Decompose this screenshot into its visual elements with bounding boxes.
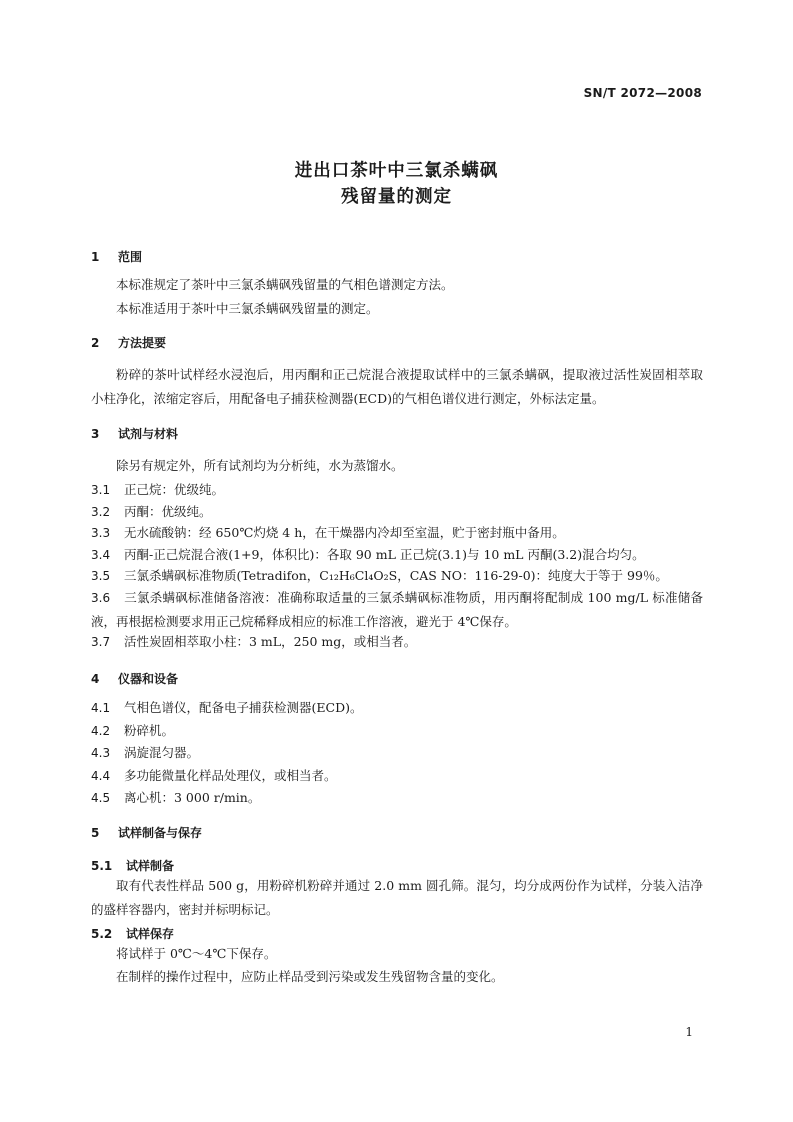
section-number: 5 — [91, 826, 100, 840]
item-text: 粉碎机。 — [124, 723, 175, 738]
item-number: 3.6 — [91, 591, 111, 605]
item-text: 无水硫酸钠：经 650℃灼烧 4 h，在干燥器内冷却至室温，贮于密封瓶中备用。 — [124, 525, 565, 540]
item-text: 多功能微量化样品处理仪，或相当者。 — [124, 768, 337, 783]
item-number: 4.5 — [91, 791, 111, 805]
paragraph: 将试样于 0℃～4℃下保存。 — [116, 946, 277, 961]
subsection-title: 试样制备 — [126, 859, 175, 873]
item-number: 4.3 — [91, 746, 111, 760]
item-number: 3.1 — [91, 483, 111, 497]
item-number: 4.1 — [91, 701, 111, 715]
subsection-number: 5.1 — [91, 859, 113, 873]
section-number: 2 — [91, 336, 100, 350]
section-number: 4 — [91, 672, 100, 686]
list-item — [91, 786, 703, 810]
paragraph: 取有代表性样品 500 g，用粉碎机粉碎并通过 2.0 mm 圆孔筛。混匀，均分成两份作为试样，分装入洁净的盛样容器内，密封并标明标记。 — [91, 878, 703, 917]
section-2-heading — [91, 334, 166, 351]
section-title: 试样制备与保存 — [118, 826, 203, 840]
item-text: 涡旋混匀器。 — [124, 745, 200, 760]
list-item — [91, 478, 703, 502]
document-title-line1: 进出口茶叶中三氯杀螨砜 — [294, 161, 499, 181]
paragraph: 本标准规定了茶叶中三氯杀螨砜残留量的气相色谱测定方法。 — [116, 277, 454, 292]
item-number: 4.4 — [91, 769, 111, 783]
item-number: 3.2 — [91, 505, 111, 519]
section-5-heading — [91, 824, 202, 841]
section-title: 范围 — [118, 250, 143, 264]
subsection-5-1-heading — [91, 857, 174, 874]
item-text: 丙酮：优级纯。 — [124, 504, 212, 519]
subsection-5-2-heading — [91, 925, 174, 942]
item-number: 4.2 — [91, 724, 111, 738]
section-number: 3 — [91, 427, 100, 441]
paragraph: 在制样的操作过程中，应防止样品受到污染或发生残留物含量的变化。 — [116, 969, 504, 984]
item-text: 三氯杀螨砜标准物质(Tetradifon，C₁₂H₆Cl₄O₂S，CAS NO：116-29-0)：纯度大于等于 99％。 — [124, 568, 668, 583]
section-title: 仪器和设备 — [118, 672, 179, 686]
page-number: 1 — [685, 1025, 693, 1039]
list-item — [91, 630, 703, 654]
item-text: 活性炭固相萃取小柱：3 mL，250 mg，或相当者。 — [124, 634, 417, 649]
item-number: 3.5 — [91, 569, 111, 583]
section-3-heading — [91, 425, 178, 442]
item-text: 离心机：3 000 r/min。 — [124, 790, 261, 805]
item-text: 气相色谱仪，配备电子捕获检测器(ECD)。 — [124, 700, 363, 715]
section-number: 1 — [91, 250, 100, 264]
list-item — [91, 741, 703, 765]
section-1-heading — [91, 248, 142, 265]
item-number: 3.3 — [91, 526, 111, 540]
item-number: 3.4 — [91, 548, 111, 562]
item-text: 正己烷：优级纯。 — [124, 482, 225, 497]
paragraph: 粉碎的茶叶试样经水浸泡后，用丙酮和正己烷混合液提取试样中的三氯杀螨砜，提取液过活性炭固相萃取小柱净化，浓缩定容后，用配备电子捕获检测器(ECD)的气相色谱仪进行测定，外标法定量。 — [91, 367, 703, 406]
section-4-heading — [91, 670, 178, 687]
standard-number: SN/T 2072—2008 — [583, 86, 702, 100]
list-item — [91, 586, 703, 634]
subsection-title: 试样保存 — [126, 927, 175, 941]
paragraph: 本标准适用于茶叶中三氯杀螨砜残留量的测定。 — [116, 301, 379, 316]
section-title: 方法提要 — [118, 336, 167, 350]
item-text: 丙酮-正己烷混合液(1+9，体积比)：各取 90 mL 正己烷(3.1)与 10 mL 丙酮(3.2)混合均匀。 — [124, 547, 645, 562]
item-text: 三氯杀螨砜标准储备溶液：准确称取适量的三氯杀螨砜标准物质，用丙酮将配制成 100 mg/L 标准储备液，再根据检测要求用正己烷稀释成相应的标准工作溶液，避光于 4℃保存。 — [91, 590, 703, 629]
list-item — [91, 719, 703, 743]
list-item — [91, 521, 703, 545]
list-item — [91, 696, 703, 720]
list-item — [91, 564, 703, 588]
subsection-number: 5.2 — [91, 927, 113, 941]
list-item — [91, 764, 703, 788]
item-number: 3.7 — [91, 635, 111, 649]
section-title: 试剂与材料 — [118, 427, 179, 441]
document-title-line2: 残留量的测定 — [341, 187, 452, 207]
paragraph: 除另有规定外，所有试剂均为分析纯，水为蒸馏水。 — [116, 458, 404, 473]
